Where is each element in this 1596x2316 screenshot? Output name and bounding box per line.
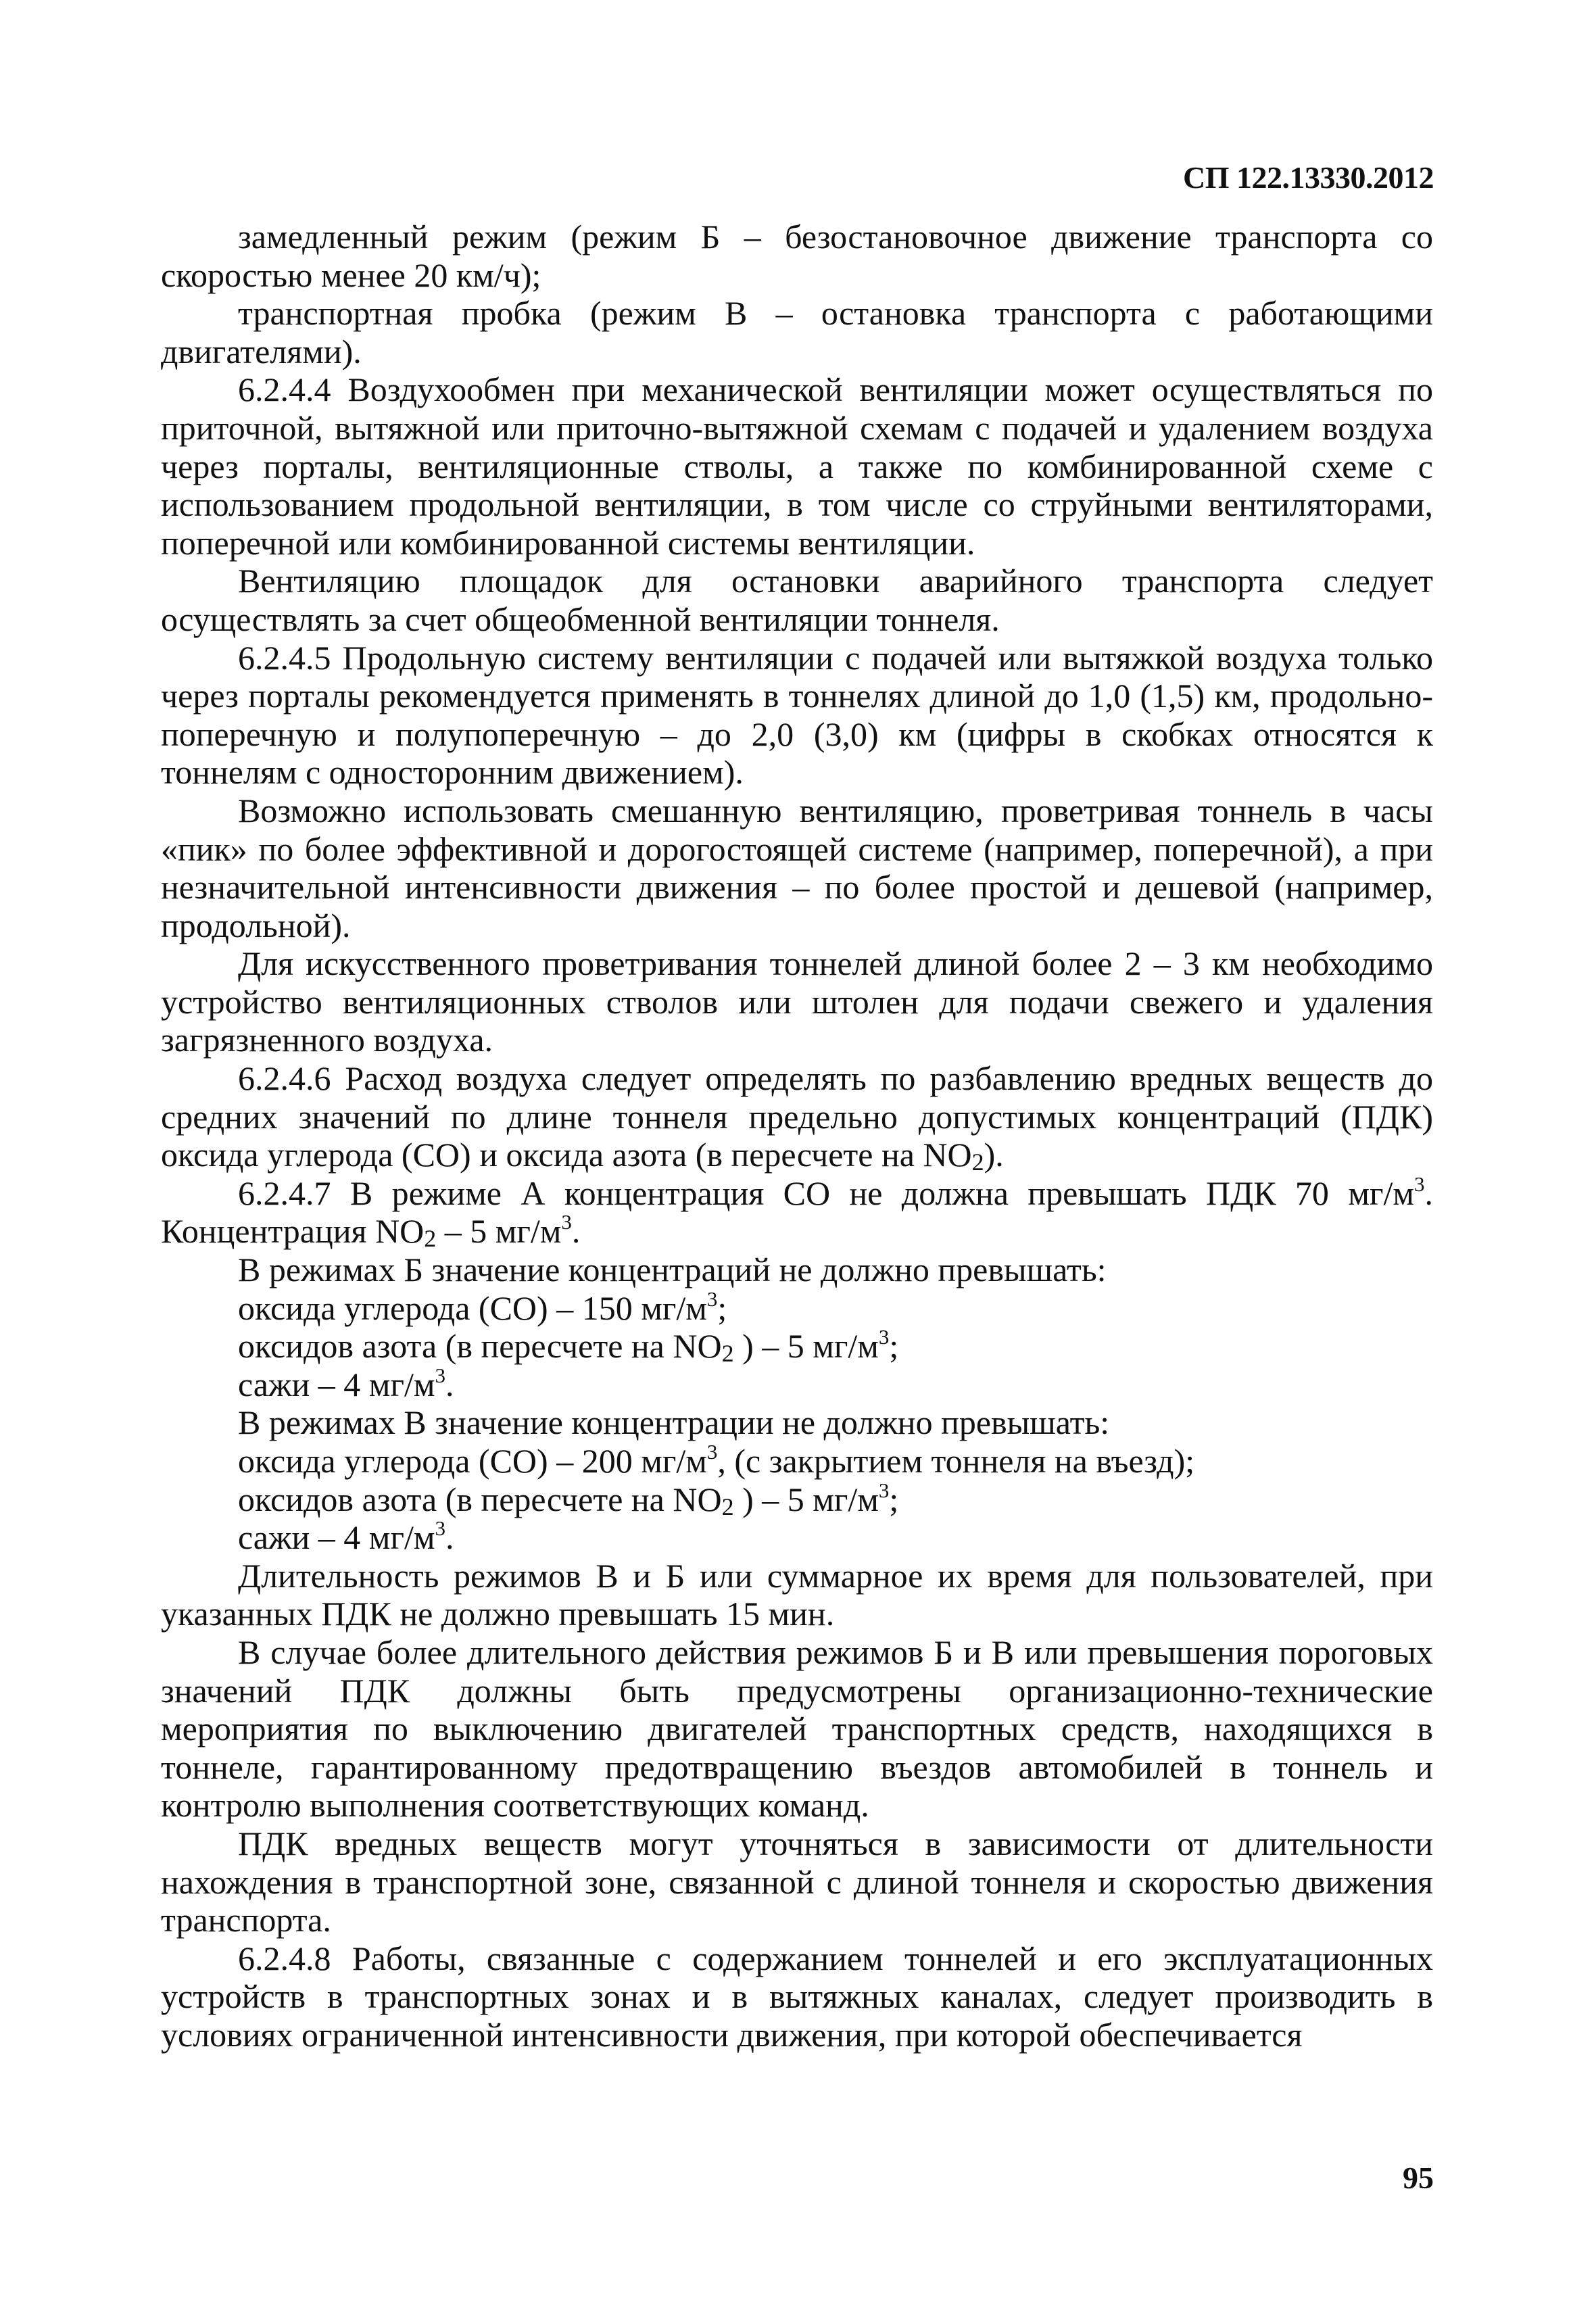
text-run: ; [889, 1327, 899, 1366]
paragraph-section-6-2-4-6 [161, 1059, 1433, 1174]
text-run: оксидов азота (в пересчете на NO [238, 1327, 722, 1366]
text-run: 6.2.4.7 В режиме А концентрация СО не должна превышать ПДК 70 мг/м [238, 1174, 1414, 1212]
text-run: ) – 5 мг/м [733, 1327, 879, 1366]
text-run: . [445, 1365, 454, 1403]
superscript: 3 [1414, 1172, 1425, 1196]
text-run: ; [717, 1288, 727, 1327]
paragraph-section-6-2-4-5: 6.2.4.5 Продольную систему вентиляции с подачей или вытяжкой воздуха только через порталы рекомендуется применять в тоннелях длиной до 1,0 (1,5) км, продольно-поперечную и полупоперечную – до 2,0 (3,0) км (цифры в скобках относятся к тоннелям с односторонним движением). [161, 638, 1433, 792]
text-run: оксида углерода (СО) – 150 мг/м [238, 1288, 707, 1327]
text-run: . [571, 1212, 581, 1251]
paragraph: В режимах В значение концентрации не должно превышать: [238, 1403, 1110, 1442]
subscript: 2 [971, 1149, 984, 1176]
subscript: 2 [721, 1493, 734, 1520]
paragraph: замедленный режим (режим Б – безостановочное движение транспорта со скоростью менее 20 км/ч); [161, 218, 1433, 294]
superscript: 3 [561, 1210, 572, 1234]
document-body [161, 218, 1433, 2054]
text-run: сажи – 4 мг/м [238, 1365, 435, 1403]
superscript: 3 [878, 1478, 890, 1502]
text-run: 6.2.4.6 Расход воздуха следует определять по разбавлению вредных веществ до средних значений по длине тоннеля предельно допустимых концентраций (ПДК) оксида углерода (СО) и оксида азота (в пересчете на NO [161, 1059, 1433, 1174]
list-item-v [161, 1518, 1433, 1557]
list-item-b [161, 1363, 1433, 1404]
text-run: оксидов азота (в пересчете на NO [238, 1480, 722, 1518]
list-item-b [161, 1327, 1433, 1366]
paragraph: Для искусственного проветривания тоннелей длиной более 2 – 3 км необходимо устройство вентиляционных стволов или штолен для подачи свежего и удаления загрязненного воздуха. [161, 944, 1433, 1059]
list-item-v [161, 1442, 1433, 1480]
text-run: . Концентрация NO [161, 1174, 1433, 1251]
text-run: сажи – 4 мг/м [238, 1518, 435, 1557]
text-run: – 5 мг/м [436, 1212, 562, 1251]
paragraph: Длительность режимов В и Б или суммарное их время для пользователей, при указанных ПДК не должно превышать 15 мин. [161, 1556, 1433, 1633]
text-run: . [445, 1518, 454, 1557]
paragraph-section-6-2-4-4: 6.2.4.4 Воздухообмен при механической вентиляции может осуществляться по приточной, вытяжной или приточно-вытяжной схемам с подачей и удалением воздуха через порталы, вентиляционные стволы, а также по комбинированной схеме с использованием продольной вентиляции, в том числе со струйными вентиляторами, поперечной или комбинированной системы вентиляции. [161, 370, 1433, 562]
subscript: 2 [424, 1225, 437, 1253]
paragraph: Возможно использовать смешанную вентиляцию, проветривая тоннель в часы «пик» по более эффективной и дорогостоящей системе (например, поперечной), а при незначительной интенсивности движения – по более простой и дешевой (например, продольной). [161, 791, 1433, 944]
list-item-v [161, 1480, 1433, 1519]
superscript: 3 [706, 1440, 718, 1464]
superscript: 3 [878, 1325, 890, 1349]
paragraph: транспортная пробка (режим В – остановка транспорта с работающими двигателями). [161, 294, 1433, 370]
text-run: , (с закрытием тоннеля на въезд); [717, 1442, 1195, 1480]
list-item-b [161, 1286, 1433, 1328]
paragraph: В режимах Б значение концентраций не должно превышать: [238, 1251, 1107, 1289]
subscript: 2 [721, 1340, 734, 1368]
superscript: 3 [435, 1516, 445, 1541]
document-code-header: СП 122.13330.2012 [1183, 160, 1434, 195]
paragraph: ПДК вредных веществ могут уточняться в зависимости от длительности нахождения в транспортной зоне, связанной с длиной тоннеля и скоростью движения транспорта. [161, 1824, 1433, 1939]
paragraph: В случае более длительного действия режимов Б и В или превышения пороговых значений ПДК должны быть предусмотрены организационно-технические мероприятия по выключению двигателей транспортных средств, находящихся в тоннеле, гарантированному предотвращению въездов автомобилей в тоннель и контролю выполнения соответствующих команд. [161, 1633, 1433, 1825]
paragraph-section-6-2-4-8: 6.2.4.8 Работы, связанные с содержанием тоннелей и его эксплуатационных устройств в транспортных зонах и в вытяжных каналах, следует производить в условиях ограниченной интенсивности движения, при которой обеспечивается [161, 1939, 1433, 2054]
text-run: ; [889, 1480, 899, 1518]
text-run: оксида углерода (СО) – 200 мг/м [238, 1442, 707, 1480]
text-run: ) – 5 мг/м [733, 1480, 879, 1518]
text-run: ). [984, 1136, 1004, 1174]
superscript: 3 [706, 1286, 718, 1311]
paragraph-section-6-2-4-7 [161, 1174, 1433, 1251]
paragraph: Вентиляцию площадок для остановки аварийного транспорта следует осуществлять за счет общеобменной вентиляции тоннеля. [161, 562, 1433, 638]
superscript: 3 [435, 1363, 445, 1387]
page-number: 95 [1403, 2161, 1434, 2195]
